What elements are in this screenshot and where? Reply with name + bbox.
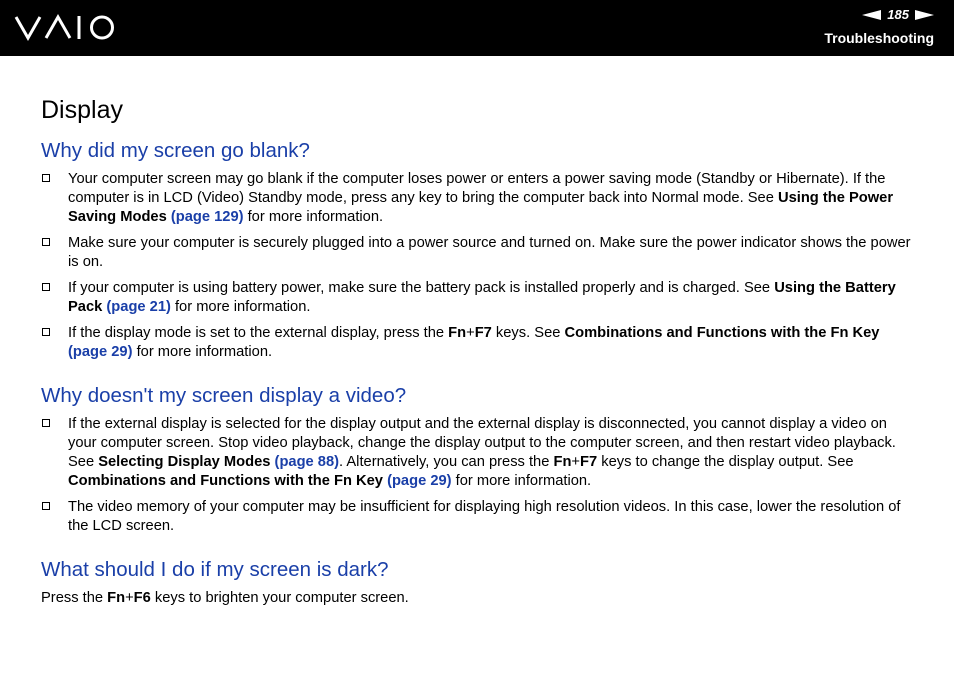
previous-page-arrow-icon[interactable] xyxy=(862,10,881,20)
checkbox-bullet-icon xyxy=(42,502,50,510)
page-link[interactable]: (page 29) xyxy=(387,473,452,489)
list-item: Your computer screen may go blank if the computer loses power or enters a power saving mode (Standby or Hibernate). If the computer is in LCD (Video) Standby mode, press any key to bring the computer back into Normal mode. See Using the Power Saving Modes (page 129) for more information. xyxy=(41,170,911,227)
next-page-arrow-icon[interactable] xyxy=(915,10,934,20)
list-item: Make sure your computer is securely plugged into a power source and turned on. Make sure the power indicator shows the power is on. xyxy=(41,234,911,272)
page-link[interactable]: (page 129) xyxy=(170,209,244,225)
blank-checklist xyxy=(41,170,911,362)
checkbox-bullet-icon xyxy=(42,419,50,427)
list-item: If the external display is selected for the display output and the external display is disconnected, you cannot display a video on your computer screen. Stop video playback, change the display output to the computer screen, and then restart video playback. See Selecting Display Modes (page 88). Alternatively, you can press the Fn+F7 keys to change the display output. See Combinations and Functions with the Fn Key (page 29) for more information. xyxy=(41,415,911,491)
checkbox-bullet-icon xyxy=(42,328,50,336)
checkbox-bullet-icon xyxy=(42,174,50,182)
dark-screen-instruction: Press the Fn+F6 keys to brighten your computer screen. xyxy=(41,590,409,606)
checkbox-bullet-icon xyxy=(42,283,50,291)
page-link[interactable]: (page 29) xyxy=(68,344,133,360)
heading-screen-video: Why doesn't my screen display a video? xyxy=(41,384,407,407)
heading-screen-dark: What should I do if my screen is dark? xyxy=(41,558,389,581)
vaio-logo xyxy=(14,13,120,43)
list-item: If your computer is using battery power, make sure the battery pack is installed properly and is charged. See Using the Battery Pack (page 21) for more information. xyxy=(41,279,911,317)
section-name: Troubleshooting xyxy=(824,30,934,46)
page-link[interactable]: (page 88) xyxy=(274,454,340,470)
video-checklist xyxy=(41,415,911,536)
heading-screen-blank: Why did my screen go blank? xyxy=(41,139,310,162)
list-item: If the display mode is set to the external display, press the Fn+F7 keys. See Combinations and Functions with the Fn Key (page 29) for more information. xyxy=(41,324,911,362)
list-item: The video memory of your computer may be insufficient for displaying high resolution videos. In this case, lower the resolution of the LCD screen. xyxy=(41,498,911,536)
page-header xyxy=(0,0,954,56)
page-link[interactable]: (page 21) xyxy=(106,299,171,315)
page-number: 185 xyxy=(887,7,909,22)
checkbox-bullet-icon xyxy=(42,238,50,246)
page-content xyxy=(41,94,911,608)
page-title: Display xyxy=(41,96,123,124)
page-navigation xyxy=(862,7,934,22)
